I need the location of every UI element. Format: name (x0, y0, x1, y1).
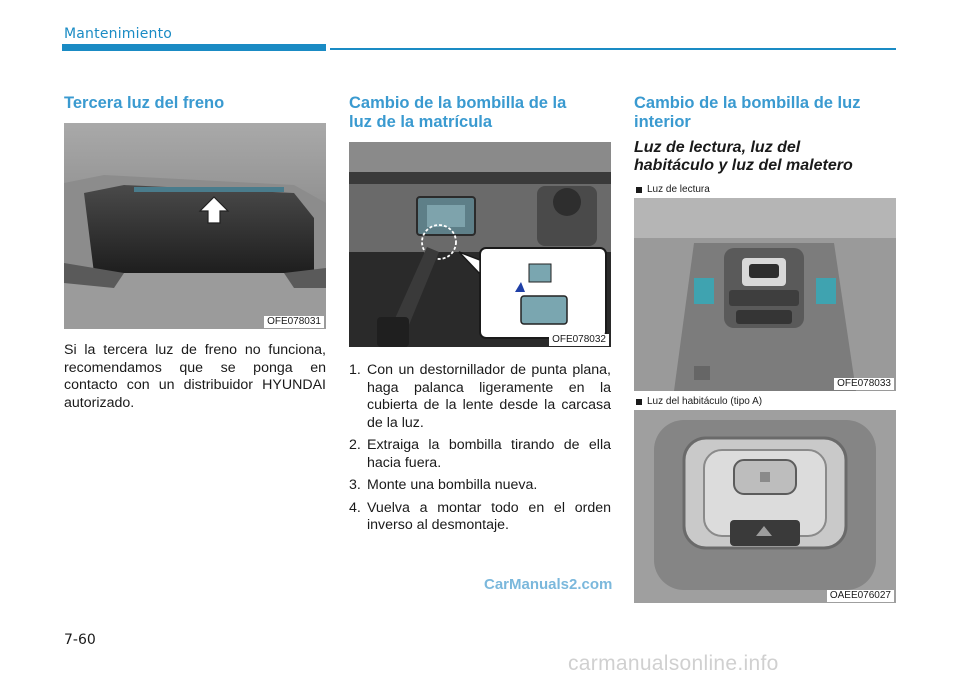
dome-lamp-illustration (634, 410, 896, 603)
subheading-reading-lamps (634, 139, 896, 175)
header-rule-thin (330, 48, 896, 50)
bullet-square-icon (636, 187, 642, 193)
heading-third-brake-light: Tercera luz del freno (64, 94, 225, 112)
header-rule-thick (62, 44, 326, 51)
car-rear-illustration (64, 123, 326, 329)
caption-reading-lamp: Luz de lectura (636, 184, 710, 195)
heading-line: interior (634, 113, 691, 131)
footer-watermark: carmanualsonline.info (568, 652, 779, 675)
figure-code-label: OFE078032 (549, 334, 609, 346)
figure-license-plate-bulb (349, 142, 611, 347)
figure-code-label: OFE078033 (834, 378, 894, 390)
section-header-title: Mantenimiento (64, 26, 173, 42)
caption-interior-lamp: Luz del habitáculo (tipo A) (636, 396, 762, 407)
heading-license-plate-bulb (349, 94, 611, 132)
license-plate-light-illustration (349, 142, 611, 347)
figure-code-label: OFE078031 (264, 316, 324, 328)
list-item: 3. Monte una bombilla nueva. (349, 477, 538, 493)
list-item: 4. Vuelva a montar todo en el orden inverso al desmontaje. (349, 499, 611, 533)
license-plate-steps-list (349, 362, 611, 540)
figure-interior-lamp (634, 410, 896, 603)
figure-code-label: OAEE076027 (827, 590, 894, 602)
subheading-line: habitáculo y luz del maletero (634, 157, 853, 174)
list-item: 1. Con un destornillador de punta plana, haga palanca ligeramente en la cubierta de la lente desde la carcasa de la luz. (349, 362, 611, 431)
bullet-square-icon (636, 399, 642, 405)
page-number: 7-60 (64, 632, 96, 648)
heading-line: Cambio de la bombilla de luz (634, 94, 861, 112)
overhead-console-illustration (634, 198, 896, 391)
watermark-text: CarManuals2.com (484, 576, 613, 593)
third-brake-light-text: Si la tercera luz de freno no funciona, recomendamos que se ponga en contacto con un distribuidor HYUNDAI autorizado. (64, 342, 326, 411)
heading-line: Cambio de la bombilla de la (349, 94, 567, 112)
figure-reading-lamp (634, 198, 896, 391)
list-item: 2. Extraiga la bombilla tirando de ella hacia fuera. (349, 437, 611, 471)
figure-third-brake-light (64, 123, 326, 329)
heading-line: luz de la matrícula (349, 113, 493, 131)
subheading-line: Luz de lectura, luz del (634, 139, 801, 156)
heading-interior-bulb (634, 94, 896, 132)
